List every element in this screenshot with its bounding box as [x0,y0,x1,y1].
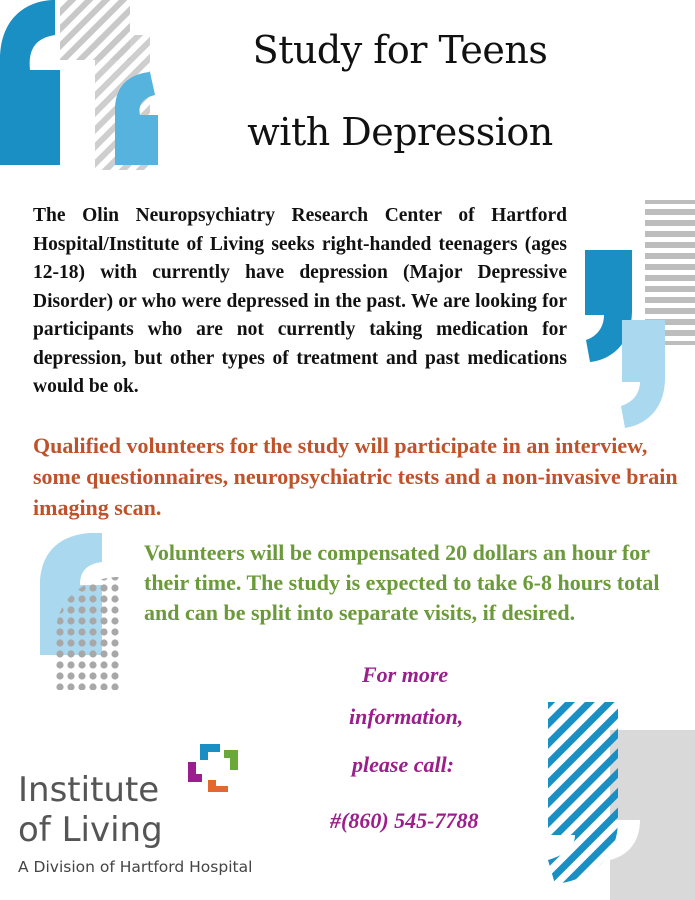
contact-line-2: information, [349,704,464,729]
right-quote-graphic [585,200,695,428]
phone-number: #(860) 545-7788 [330,808,479,833]
title-line-2: with Depression [247,110,553,154]
contact-line-3: please call: [352,752,455,777]
intro-paragraph: The Olin Neuropsychiatry Research Center of Hartford Hospital/Institute of Living seeks right-handed teenagers (ages 12-18) with currently have depression (Major Depressive Disorder) or who were depressed in the past. We are looking for participants who are not currently taking medication for depression, but other types of treatment and past medications would be ok. [33,205,567,397]
compensation-paragraph: Volunteers will be compensated 20 dollars an hour for their time. The study is expected to take 6-8 hours total and can be split into separate visits, if desired. [144,540,660,625]
logo-name-line-1: Institute [18,770,160,810]
logo-tagline: A Division of Hartford Hospital [18,858,253,876]
top-left-quote-graphic [0,0,158,170]
contact-line-1: For more [362,662,449,687]
institute-of-living-logo-icon [186,742,242,794]
qualified-paragraph: Qualified volunteers for the study will participate in an interview, some questionnaires, neuropsychiatric tests and a non-invasive brain imaging scan. [33,433,678,520]
middle-left-quote-graphic [40,533,122,690]
title-line-1: Study for Teens [252,28,548,72]
logo-name-line-2: of Living [18,810,163,850]
bottom-right-quote-graphic [548,702,695,900]
